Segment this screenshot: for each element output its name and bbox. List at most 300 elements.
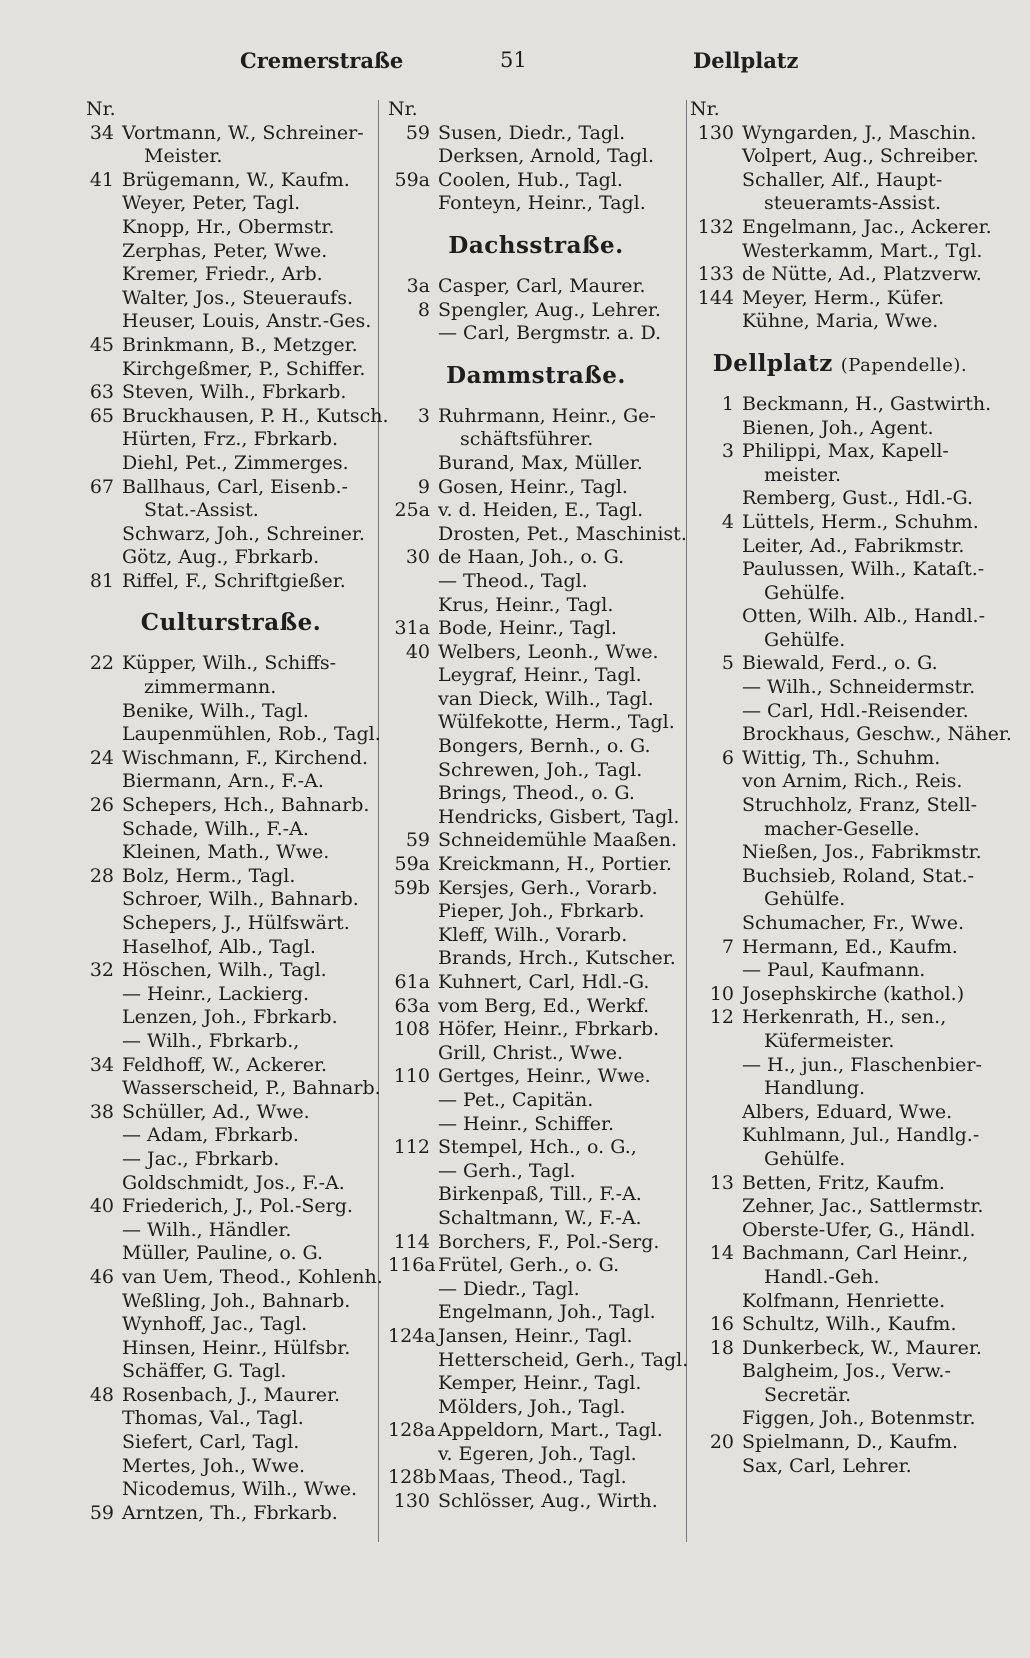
directory-entry xyxy=(86,841,376,865)
directory-entry xyxy=(690,558,990,582)
entry-text: Stat.-Assist. xyxy=(144,499,259,522)
entry-text: Philippi, Max, Kapell- xyxy=(742,440,949,463)
entry-text: Zerphas, Peter, Wwe. xyxy=(122,239,328,262)
directory-entry xyxy=(86,122,376,146)
directory-entry xyxy=(388,1231,684,1255)
directory-entry xyxy=(388,664,684,688)
directory-entry xyxy=(690,1124,990,1148)
directory-entry xyxy=(690,417,990,441)
street-name: Dammstraße. xyxy=(446,361,626,389)
directory-entry xyxy=(388,405,684,429)
house-number: 16 xyxy=(709,1313,734,1336)
entry-text: Kreickmann, H., Portier. xyxy=(438,853,672,876)
entry-text: Drosten, Pet., Maschinist. xyxy=(438,522,687,545)
directory-entry xyxy=(690,287,990,311)
directory-entry xyxy=(86,1265,383,1290)
entry-text: de Haan, Joh., o. G. xyxy=(438,546,625,569)
directory-entry xyxy=(86,1337,376,1361)
house-number: 13 xyxy=(709,1171,734,1194)
entry-text: — Carl, Bergmstr. a. D. xyxy=(438,322,662,345)
entry-text: Spielmann, D., Kaufm. xyxy=(742,1431,958,1454)
directory-entry xyxy=(86,747,376,771)
entry-text: schäftsführer. xyxy=(460,428,594,451)
entry-text: Brockhaus, Geschw., Näher. xyxy=(742,723,1012,746)
house-number: 128a xyxy=(388,1419,436,1442)
entry-text: Josephskirche (kathol.) xyxy=(742,982,965,1005)
entry-text: Schrewen, Joh., Tagl. xyxy=(438,758,643,781)
entry-text: Biewald, Ferd., o. G. xyxy=(742,652,938,675)
entry-text: — Heinr., Schiffer. xyxy=(438,1112,615,1135)
directory-entry xyxy=(388,1443,684,1467)
directory-entry xyxy=(86,865,376,889)
house-number: 133 xyxy=(697,263,734,286)
entry-continuation xyxy=(690,464,990,488)
directory-entry xyxy=(86,1478,376,1502)
directory-entry xyxy=(86,1455,376,1479)
entry-text: Wyngarden, J., Maschin. xyxy=(742,121,977,144)
entry-text: Arntzen, Th., Fbrkarb. xyxy=(122,1501,338,1524)
house-number: 1 xyxy=(721,392,734,415)
house-number: 9 xyxy=(417,475,430,498)
entry-text: Gehülfe. xyxy=(764,1147,846,1170)
house-number: 45 xyxy=(89,333,114,356)
directory-entry xyxy=(388,1136,684,1160)
directory-entry xyxy=(690,216,990,240)
house-number: 124a xyxy=(388,1324,436,1347)
entry-text: Leiter, Ad., Fabrikmstr. xyxy=(742,534,965,557)
entry-text: Friederich, J., Pol.-Serg. xyxy=(122,1195,353,1218)
directory-entry xyxy=(86,1148,376,1172)
entry-text: Höschen, Wilh., Tagl. xyxy=(122,959,327,982)
entry-text: Gehülfe. xyxy=(764,581,846,604)
directory-entry xyxy=(86,310,376,334)
directory-entry xyxy=(86,1313,376,1337)
entry-text: Steven, Wilh., Fbrkarb. xyxy=(122,381,347,404)
directory-entry xyxy=(388,570,684,594)
directory-entry xyxy=(690,440,990,464)
entry-text: Küfermeister. xyxy=(764,1029,895,1052)
directory-entry xyxy=(388,476,684,500)
directory-entry xyxy=(388,1089,684,1113)
entry-text: Schneidemühle Maaßen. xyxy=(438,829,678,852)
directory-entry xyxy=(388,169,684,193)
directory-entry xyxy=(86,1124,376,1148)
entry-text: Wasserscheid, P., Bahnarb. xyxy=(122,1077,381,1100)
entry-text: Beckmann, H., Gastwirth. xyxy=(742,392,992,415)
directory-entry xyxy=(388,452,684,476)
house-number: 41 xyxy=(89,168,114,191)
directory-entry xyxy=(86,652,376,676)
entry-text: Brügemann, W., Kaufm. xyxy=(122,168,350,191)
house-number: 12 xyxy=(709,1006,734,1029)
entry-text: Engelmann, Joh., Tagl. xyxy=(438,1301,656,1324)
house-number: 59a xyxy=(394,853,430,876)
entry-text: Hürten, Frz., Fbrkarb. xyxy=(122,428,339,451)
entry-text: Schroer, Wilh., Bahnarb. xyxy=(122,888,359,911)
directory-entry xyxy=(388,641,684,665)
house-number: 14 xyxy=(709,1242,734,1265)
directory-entry xyxy=(86,570,376,594)
directory-entry xyxy=(690,770,990,794)
directory-entry xyxy=(388,1113,684,1137)
entry-text: Walter, Jos., Steueraufs. xyxy=(122,286,354,309)
entry-text: Dunkerbeck, W., Maurer. xyxy=(742,1336,982,1359)
entry-text: Kühne, Maria, Wwe. xyxy=(742,310,939,333)
entry-continuation xyxy=(690,629,990,653)
entry-text: Laupenmühlen, Rob., Tagl. xyxy=(122,723,381,746)
section-heading xyxy=(388,216,684,275)
directory-entry xyxy=(86,169,376,193)
directory-entry xyxy=(388,546,684,570)
directory-entry xyxy=(86,723,381,747)
street-name: Dachsstraße. xyxy=(448,231,624,259)
entry-continuation xyxy=(690,582,990,606)
directory-entry xyxy=(388,1301,684,1325)
directory-entry xyxy=(388,1278,684,1302)
house-number: 38 xyxy=(89,1100,114,1123)
directory-entry xyxy=(388,995,684,1019)
entry-text: Hendricks, Gisbert, Tagl. xyxy=(438,805,680,828)
directory-entry xyxy=(690,605,990,629)
entry-text: Lenzen, Joh., Fbrkarb. xyxy=(122,1006,338,1029)
entry-text: Schultz, Wilh., Kaufm. xyxy=(742,1313,957,1336)
entry-text: Krus, Heinr., Tagl. xyxy=(438,593,614,616)
nr-label: Nr. xyxy=(388,98,418,120)
entry-text: Meister. xyxy=(144,145,223,168)
directory-entry xyxy=(388,594,684,618)
house-number: 114 xyxy=(393,1230,430,1253)
entry-text: Herkenrath, H., sen., xyxy=(742,1006,947,1029)
directory-entry xyxy=(388,1207,684,1231)
entry-text: Meyer, Herm., Küfer. xyxy=(742,286,945,309)
entry-text: Volpert, Aug., Schreiber. xyxy=(742,145,979,168)
entry-continuation xyxy=(690,192,990,216)
house-number: 40 xyxy=(405,640,430,663)
directory-entry xyxy=(388,499,684,523)
entry-text: Derksen, Arnold, Tagl. xyxy=(438,145,654,168)
column-divider-2 xyxy=(686,100,687,1542)
directory-entry xyxy=(86,700,376,724)
directory-entry xyxy=(86,1431,376,1455)
entry-text: Knopp, Hr., Obermstr. xyxy=(122,215,335,238)
directory-entry xyxy=(388,1348,689,1373)
directory-entry xyxy=(86,1077,381,1101)
directory-entry xyxy=(388,1325,684,1349)
directory-entry xyxy=(690,841,990,865)
entry-text: Ruhrmann, Heinr., Ge- xyxy=(438,404,656,427)
entry-continuation xyxy=(690,888,990,912)
entry-text: vom Berg, Ed., Werkf. xyxy=(438,994,650,1017)
house-number: 110 xyxy=(393,1065,430,1088)
house-number: 46 xyxy=(89,1265,114,1288)
directory-entry xyxy=(690,310,990,334)
directory-entry xyxy=(690,1407,990,1431)
directory-entry xyxy=(86,1101,376,1125)
directory-entry xyxy=(690,393,990,417)
section-heading xyxy=(388,346,684,405)
entry-text: zimmermann. xyxy=(144,676,277,699)
entry-text: Diehl, Pet., Zimmerges. xyxy=(122,451,349,474)
column-1 xyxy=(86,98,389,1525)
directory-entry xyxy=(86,1360,376,1384)
entry-text: Fonteyn, Heinr., Tagl. xyxy=(438,192,646,215)
directory-entry xyxy=(388,829,684,853)
column-3 xyxy=(690,98,1012,1478)
house-number: 63a xyxy=(394,994,430,1017)
entry-text: Gehülfe. xyxy=(764,888,846,911)
entry-text: Gertges, Heinr., Wwe. xyxy=(438,1065,651,1088)
directory-entry xyxy=(86,287,376,311)
directory-entry xyxy=(388,522,687,547)
directory-entry xyxy=(388,122,684,146)
entry-text: Susen, Diedr., Tagl. xyxy=(438,121,626,144)
entry-text: — Gerh., Tagl. xyxy=(438,1159,576,1182)
directory-entry xyxy=(690,1242,990,1266)
house-number: 65 xyxy=(89,404,114,427)
entry-text: Paulussen, Wilh., Kataſt.- xyxy=(742,558,985,581)
entry-text: Kleff, Wilh., Vorarb. xyxy=(438,923,628,946)
entry-text: — H., jun., Flaschenbier- xyxy=(742,1053,982,1076)
entry-text: de Nütte, Ad., Platzverw. xyxy=(742,263,982,286)
entry-continuation xyxy=(690,818,990,842)
house-number: 34 xyxy=(89,121,114,144)
house-number: 61a xyxy=(394,971,430,993)
directory-entry xyxy=(86,523,376,547)
directory-entry xyxy=(86,546,376,570)
entry-continuation xyxy=(388,428,684,452)
entry-text: — Carl, Hdl.-Reisender. xyxy=(742,699,969,722)
directory-entry xyxy=(690,936,990,960)
directory-entry xyxy=(388,145,684,169)
entry-text: Kremer, Friedr., Arb. xyxy=(122,263,323,286)
entry-text: — Theod., Tagl. xyxy=(438,569,588,592)
entry-text: Struchholz, Franz, Stell- xyxy=(742,794,978,817)
entry-continuation xyxy=(690,1384,990,1408)
entry-text: Otten, Wilh. Alb., Handl.- xyxy=(742,605,985,628)
directory-entry xyxy=(690,1101,990,1125)
house-number: 34 xyxy=(89,1053,114,1076)
entry-continuation xyxy=(690,1148,990,1172)
entry-text: Schaltmann, W., F.-A. xyxy=(438,1206,642,1229)
directory-entry xyxy=(388,1419,684,1443)
page-number: 51 xyxy=(500,48,527,72)
entry-continuation xyxy=(690,1266,990,1290)
entry-text: — Wilh., Fbrkarb., xyxy=(122,1029,300,1052)
entry-text: Wynhoff, Jac., Tagl. xyxy=(122,1313,308,1336)
entry-text: Benike, Wilh., Tagl. xyxy=(122,699,309,722)
entry-text: — Pet., Capitän. xyxy=(438,1088,594,1111)
entry-text: Götz, Aug., Fbrkarb. xyxy=(122,546,320,569)
entry-text: Weyer, Peter, Tagl. xyxy=(122,192,301,215)
entry-text: Handl.-Geh. xyxy=(764,1265,880,1288)
house-number: 144 xyxy=(697,286,734,309)
nr-label: Nr. xyxy=(690,98,720,120)
entry-text: Maas, Theod., Tagl. xyxy=(438,1466,627,1489)
entry-text: Küpper, Wilh., Schiffs- xyxy=(122,652,337,675)
entry-continuation xyxy=(690,1030,990,1054)
entry-text: v. Egeren, Joh., Tagl. xyxy=(438,1442,637,1465)
entry-text: Bachmann, Carl Heinr., xyxy=(742,1242,969,1265)
house-number: 26 xyxy=(89,794,114,817)
entry-continuation xyxy=(86,676,376,700)
house-number: 116a xyxy=(388,1254,436,1277)
directory-entry xyxy=(86,1384,376,1408)
directory-entry xyxy=(86,476,376,500)
directory-entry xyxy=(388,971,684,995)
entry-text: Jansen, Heinr., Tagl. xyxy=(438,1324,633,1347)
directory-entry xyxy=(86,1290,376,1314)
entry-text: steueramts-Assist. xyxy=(764,192,942,215)
house-number: 25a xyxy=(394,499,430,522)
entry-text: Kleinen, Math., Wwe. xyxy=(122,841,330,864)
directory-entry xyxy=(690,1290,990,1314)
entry-text: Riffel, F., Schriftgießer. xyxy=(122,569,346,592)
directory-entry xyxy=(86,1030,376,1054)
column-divider-1 xyxy=(378,100,379,1542)
entry-text: Kolfmann, Henriette. xyxy=(742,1289,946,1312)
entry-text: Casper, Carl, Maurer. xyxy=(438,274,646,297)
directory-entry xyxy=(690,865,990,889)
directory-entry xyxy=(86,263,376,287)
directory-entry xyxy=(86,1502,376,1526)
entry-text: Westerkamm, Mart., Tgl. xyxy=(742,239,983,262)
entry-text: Wülfekotte, Herm., Tagl. xyxy=(438,711,675,734)
directory-entry xyxy=(690,1313,990,1337)
entry-text: Nießen, Jos., Fabrikmstr. xyxy=(742,841,982,864)
directory-entry xyxy=(690,747,990,771)
directory-entry xyxy=(388,299,684,323)
entry-text: macher-Geselle. xyxy=(764,817,920,840)
house-number: 22 xyxy=(89,652,114,675)
directory-entry xyxy=(690,794,990,818)
directory-entry xyxy=(690,652,990,676)
directory-entry xyxy=(690,1172,990,1196)
house-number: 4 xyxy=(721,510,734,533)
directory-entry xyxy=(86,216,376,240)
house-number: 28 xyxy=(89,864,114,887)
entry-text: — Wilh., Schneidermstr. xyxy=(742,676,976,699)
entry-text: — Paul, Kaufmann. xyxy=(742,959,926,982)
directory-entry xyxy=(388,1372,684,1396)
entry-text: — Diedr., Tagl. xyxy=(438,1277,580,1300)
directory-entry xyxy=(690,1337,990,1361)
street-name: Culturstraße. xyxy=(140,609,322,637)
directory-entry xyxy=(388,1490,684,1514)
entry-text: Heuser, Louis, Anstr.-Ges. xyxy=(122,310,372,333)
directory-entry xyxy=(690,959,990,983)
house-number: 130 xyxy=(697,121,734,144)
directory-entry xyxy=(86,983,376,1007)
directory-entry xyxy=(86,381,376,405)
directory-entry xyxy=(86,452,376,476)
directory-entry xyxy=(388,1396,684,1420)
entry-text: Leygraf, Heinr., Tagl. xyxy=(438,664,642,687)
entry-text: Wischmann, F., Kirchend. xyxy=(122,746,369,769)
nr-label: Nr. xyxy=(86,98,116,120)
house-number: 3 xyxy=(417,404,430,427)
entry-continuation xyxy=(86,145,376,169)
entry-text: Schepers, J., Hülfswärt. xyxy=(122,912,350,934)
directory-entry xyxy=(690,263,990,287)
street-name: Dellplatz xyxy=(712,349,833,377)
entry-text: Brings, Theod., o. G. xyxy=(438,782,635,805)
directory-entry xyxy=(86,1054,376,1078)
directory-entry xyxy=(86,1172,376,1196)
entry-text: Bongers, Bernh., o. G. xyxy=(438,735,651,758)
directory-entry xyxy=(690,1195,990,1219)
entry-text: Schaller, Alf., Haupt- xyxy=(742,168,943,191)
house-number: 8 xyxy=(417,298,430,321)
entry-text: Gehülfe. xyxy=(764,628,846,651)
entry-text: Hermann, Ed., Kaufm. xyxy=(742,935,958,958)
directory-entry xyxy=(388,877,684,901)
directory-entry xyxy=(690,511,990,535)
directory-entry xyxy=(86,1407,376,1431)
directory-entry xyxy=(388,1018,684,1042)
directory-entry xyxy=(388,322,684,346)
house-number: 18 xyxy=(709,1336,734,1359)
directory-entry xyxy=(86,770,376,794)
entry-text: Mertes, Joh., Wwe. xyxy=(122,1454,305,1477)
entry-text: Schade, Wilh., F.-A. xyxy=(122,817,309,840)
directory-entry xyxy=(388,1042,684,1066)
entry-text: Hetterscheid, Gerh., Tagl. xyxy=(438,1348,689,1371)
entry-text: Wittig, Th., Schuhm. xyxy=(742,746,941,769)
directory-entry xyxy=(690,122,990,146)
directory-entry xyxy=(388,1160,684,1184)
entry-continuation xyxy=(690,1077,990,1101)
entry-text: Hinsen, Heinr., Hülfsbr. xyxy=(122,1336,351,1359)
entry-text: Rosenbach, J., Maurer. xyxy=(122,1383,341,1406)
entry-text: Coolen, Hub., Tagl. xyxy=(438,168,623,191)
entry-text: Goldschmidt, Jos., F.-A. xyxy=(122,1171,345,1194)
directory-entry xyxy=(86,794,376,818)
column-2 xyxy=(388,98,689,1514)
directory-entry xyxy=(690,487,990,511)
entry-text: Thomas, Val., Tagl. xyxy=(122,1407,304,1430)
entry-text: Borchers, F., Pol.-Serg. xyxy=(438,1230,660,1253)
directory-entry xyxy=(690,912,990,936)
house-number: 128b xyxy=(388,1466,437,1489)
directory-entry xyxy=(690,1219,990,1243)
entry-text: Zehner, Jac., Sattlermstr. xyxy=(742,1195,984,1218)
entry-text: Siefert, Carl, Tagl. xyxy=(122,1431,300,1454)
directory-entry xyxy=(86,888,376,912)
house-number: 6 xyxy=(721,746,734,769)
entry-text: v. d. Heiden, E., Tagl. xyxy=(438,499,644,522)
house-number: 108 xyxy=(393,1018,430,1041)
directory-entry xyxy=(690,169,990,193)
directory-entry xyxy=(690,1006,990,1030)
house-number: 10 xyxy=(709,982,734,1005)
directory-entry xyxy=(690,535,990,559)
street-subtitle: (Papendelle). xyxy=(840,354,968,376)
entry-text: Kersjes, Gerh., Vorarb. xyxy=(438,876,658,899)
entry-text: Bolz, Herm., Tagl. xyxy=(122,864,296,887)
house-number: 59a xyxy=(394,168,430,191)
section-heading xyxy=(690,334,990,393)
directory-entry xyxy=(690,145,990,169)
entry-text: Handlung. xyxy=(764,1077,866,1100)
entry-text: meister. xyxy=(764,463,842,486)
house-number: 63 xyxy=(89,381,114,404)
directory-entry xyxy=(86,1195,376,1219)
directory-entry xyxy=(388,1065,684,1089)
entry-text: Gosen, Heinr., Tagl. xyxy=(438,475,628,498)
entry-text: Remberg, Gust., Hdl.-G. xyxy=(742,487,974,510)
house-number: 130 xyxy=(393,1490,430,1513)
entry-text: Kemper, Heinr., Tagl. xyxy=(438,1372,642,1395)
